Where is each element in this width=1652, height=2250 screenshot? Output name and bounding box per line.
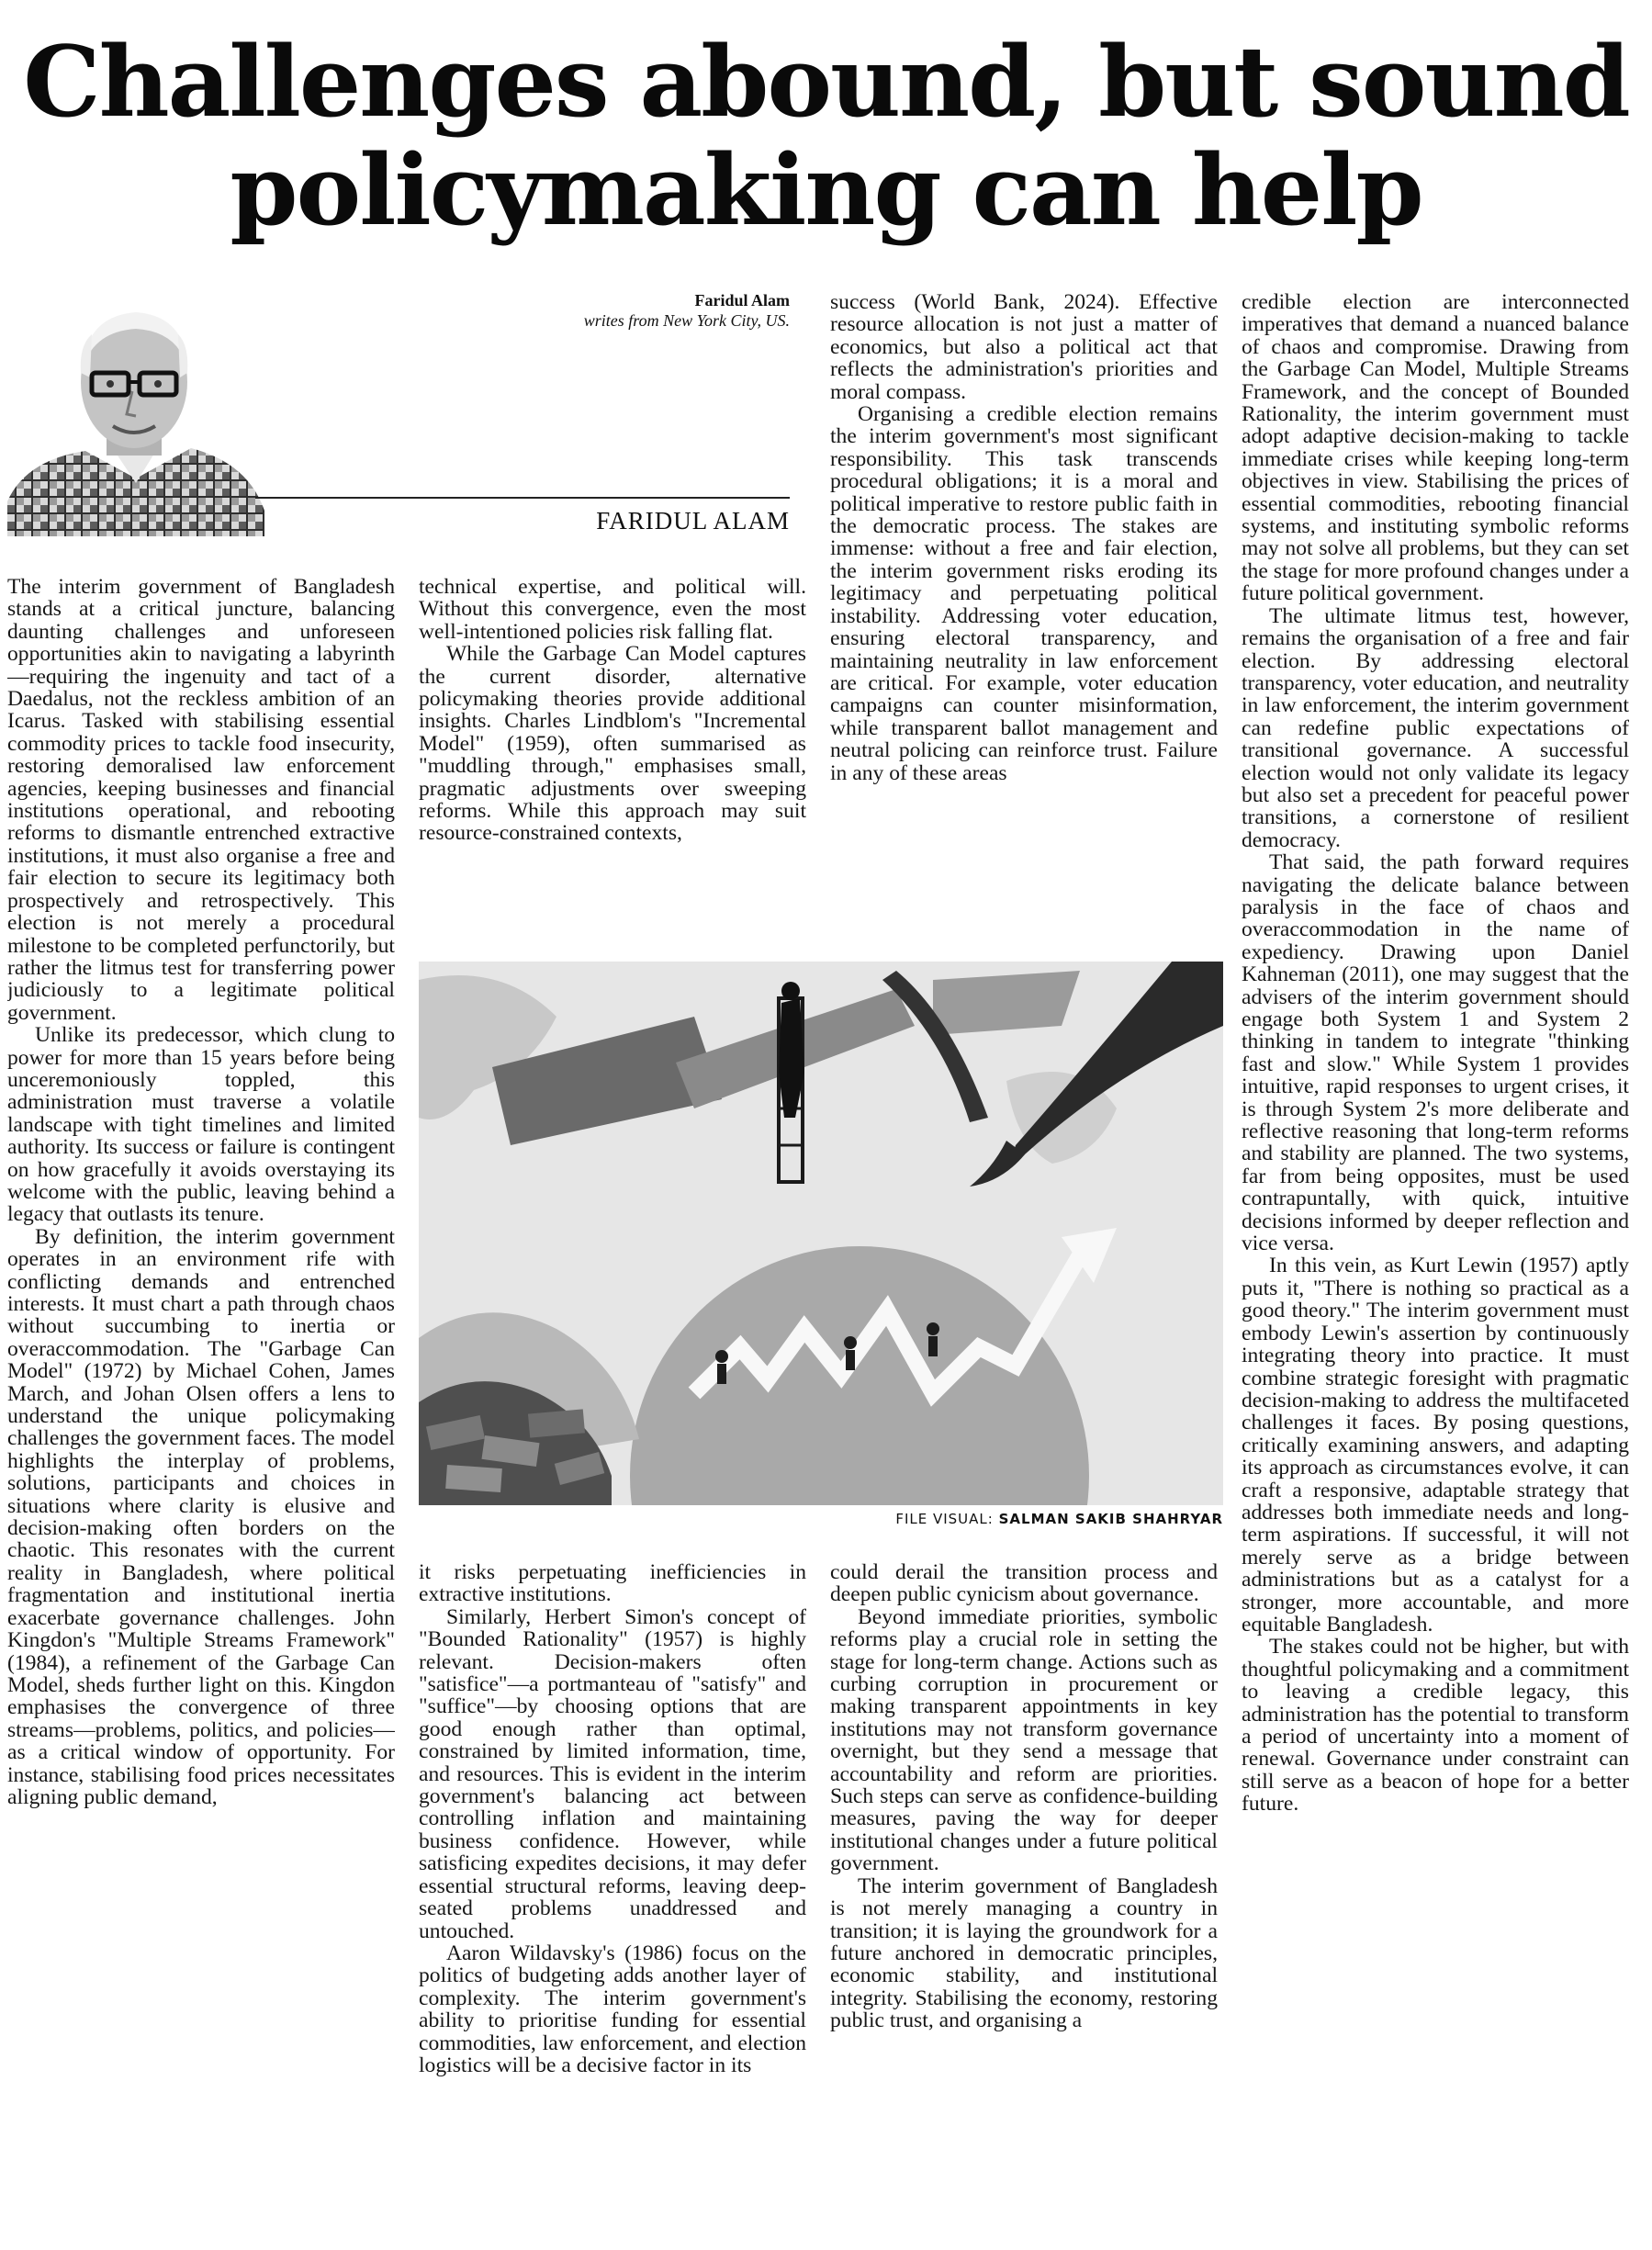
column-3-top xyxy=(830,291,1218,939)
paragraph: Beyond immediate priorities, symbolic reforms play a crucial role in setting the stage for long-term change. Actions such as curbing corruption in procurement or making transparent appointments in key institutions may not transform governance overnight, but they send a message that accountability and reform are priorities. Such steps can serve as confidence-building measures, paving the way for deeper institutional changes under a future political government. xyxy=(830,1604,1218,1876)
column-2-top xyxy=(419,576,806,939)
credit-name: SALMAN SAKIB SHAHRYAR xyxy=(998,1511,1223,1527)
paragraph: The ultimate litmus test, however, remains the organisation of a free and fair election. By addressing electoral transparency, voter education, and neutrality in law enforcement, the interim government can redefine public expectations of transitional governance. A successful election would not only validate its legacy but also set a precedent for peaceful power transitions, a cornerstone of resilient democracy. xyxy=(1242,603,1629,852)
headline: Challenges abound, but sound policymaking can help xyxy=(23,24,1629,247)
paragraph: The interim government of Bangladesh stands at a critical juncture, balancing daunting challenges and unforeseen opportunities akin to navigating a labyrinth—requiring the ingenuity and tact of a Daedalus, not the reckless ambition of an Icarus. Tasked with stabilising essential commodity prices to tackle food insecurity, restoring demoralised law enforcement agencies, keeping businesses and financial institutions operational, and rebooting reforms to dismantle entrenched extractive institutions, it must also organise a free and fair election to secure its legitimacy both prospectively and retrospectively. This election is not merely a procedural milestone to be completed perfunctorily, but rather the litmus test for transferring power judiciously to a legitimate political government. xyxy=(7,576,395,1025)
paragraph: credible election are interconnected imperatives that demand a nuanced balance of chaos and compromise. Drawing from the Garbage Can Model, Multiple Streams Framework, and the concept of Bounded Rationality, the interim government must adopt adaptive decision-making to tackle immediate crises while keeping long-term objectives in view. Stabilising the prices of essential commodities, rebooting financial systems, and instituting symbolic reforms may not solve all problems, but they can set the stage for more profound changes under a future political government. xyxy=(1242,291,1629,606)
paragraph: success (World Bank, 2024). Effective resource allocation is not just a matter of economics, but also a political act that reflects the administration's priorities and moral compass. xyxy=(830,291,1218,404)
paragraph: In this vein, as Kurt Lewin (1957) aptly puts it, "There is nothing so practical as a good theory." The interim government must embody Lewin's assertion by continuously integrating theory into practice. It must combine strategic foresight with pragmatic decision-making to address the multifaceted challenges it faces. By posing questions, critically examining answers, and adapting its approach as circumstances evolve, it can craft a responsive, adaptable strategy that addresses both immediate needs and long-term aspirations. If successful, it will not merely serve as a bridge between administrations but as a catalyst for a stronger, more accountable, and more equitable Bangladesh. xyxy=(1242,1254,1629,1637)
byline-rule xyxy=(255,497,790,499)
byline-name: Faridul Alam xyxy=(694,291,790,309)
author-box xyxy=(7,290,790,536)
credit-label: FILE VISUAL: xyxy=(895,1511,994,1527)
paragraph: Similarly, Herbert Simon's concept of "Bounded Rationality" (1957) is highly relevant. Decision-makers often "satisfice"—a portmanteau of "satisfy" and "suffice"—by choosing options that are good enough rather than optimal, constrained by limited information, time, and resources. This is evident in the interim government's balancing act between controlling inflation and maintaining business confidence. However, while satisficing expedites decisions, it may defer essential structural reforms, leaving deep-seated problems unaddressed and untouched. xyxy=(419,1604,806,1943)
author-caption: FARIDUL ALAM xyxy=(596,507,790,534)
paragraph: could derail the transition process and deepen public cynicism about governance. xyxy=(830,1561,1218,1607)
paragraph: The interim government of Bangladesh is not merely managing a country in transition; it is laying the groundwork for a future anchored in democratic principles, economic stability, and institutional integrity. Stabilising the economy, restoring public trust, and organising a xyxy=(830,1873,1218,2033)
paragraph: Organising a credible election remains the interim government's most significant responsibility. This task transcends procedural obligations; it is a moral and political imperative to restore public faith in the democratic process. The stakes are immense: without a free and fair election, the interim government risks eroding its legitimacy and perpetuating political instability. Addressing voter education, ensuring electoral transparency, and maintaining neutrality in law enforcement are critical. For example, voter education campaigns can counter misinformation, while transparent ballot management and neutral policing can reinforce trust. Failure in any of these areas xyxy=(830,402,1218,785)
paragraph: technical expertise, and political will. Without this convergence, even the most well-intentioned policies risk falling flat. xyxy=(419,576,806,644)
paragraph: The stakes could not be higher, but with thoughtful policymaking and a commitment to leaving a credible legacy, this administration has the potential to transform a period of uncertainty into a moment of renewal. Governance under constraint can still serve as a beacon of hope for a better future. xyxy=(1242,1635,1629,1817)
column-3-bottom xyxy=(830,1561,1218,2233)
author-portrait xyxy=(7,290,264,536)
paragraph: it risks perpetuating inefficiencies in extractive institutions. xyxy=(419,1561,806,1607)
paragraph: Aaron Wildavsky's (1986) focus on the politics of budgeting adds another layer of complexity. The interim government's ability to prioritise funding for essential commodities, law enforcement, and election logistics will be a decisive factor in its xyxy=(419,1941,806,2077)
paragraph: Unlike its predecessor, which clung to power for more than 15 years before being unceremoniously toppled, this administration must traverse a volatile landscape with tight timelines and limited authority. Its success or failure is contingent on how gracefully it avoids overstaying its welcome with the public, leaving behind a legacy that outlasts its tenure. xyxy=(7,1023,395,1227)
column-1 xyxy=(7,576,395,2233)
paragraph: By definition, the interim government operates in an environment rife with conflicting demands and entrenched interests. It must chart a path through chaos without succumbing to inertia or overaccommodation. The "Garbage Can Model" (1972) by Michael Cohen, James March, and Johan Olsen offers a lens to understand the unique policymaking challenges the government faces. The model highlights the interplay of problems, solutions, participants and choices in situations where clarity is elusive and decision-making often borders on the chaotic. This resonates with the current reality in Bangladesh, where political fragmentation and institutional inertia exacerbate governance challenges. John Kingdon's "Multiple Streams Framework" (1984), a refinement of the Garbage Can Model, sheds further light on this. Kingdon emphasises the convergence of three streams—problems, politics, and policies—as a critical window of opportunity. For instance, stabilising food prices necessitates aligning public demand, xyxy=(7,1224,395,1809)
byline-location: writes from New York City, US. xyxy=(583,311,790,330)
paragraph: While the Garbage Can Model captures the current disorder, alternative policymaking theories provide additional insights. Charles Lindblom's "Incremental Model" (1959), often summarised as "muddling through," emphasises small, pragmatic adjustments over sweeping reforms. While this approach may suit resource-constrained contexts, xyxy=(419,642,806,846)
article-illustration xyxy=(419,962,1223,1505)
illustration-credit xyxy=(419,1511,1223,1527)
column-2-bottom xyxy=(419,1561,806,2233)
column-4 xyxy=(1242,291,1629,2233)
paragraph: That said, the path forward requires navigating the delicate balance between paralysis in the face of chaos and overaccommodation in the name of expediency. Drawing upon Daniel Kahneman (2011), one may suggest that the advisers of the interim government should engage both System 1 and System 2 thinking in tandem to integrate "thinking fast and slow." While System 1 provides intuitive, rapid responses to urgent crises, it is through System 2's more deliberate and reflective reasoning that long-term reforms and stability are planned. The two systems, far from being opposites, must be used contrapuntally, with quick, intuitive decisions informed by deeper reflection and vice versa. xyxy=(1242,850,1629,1256)
